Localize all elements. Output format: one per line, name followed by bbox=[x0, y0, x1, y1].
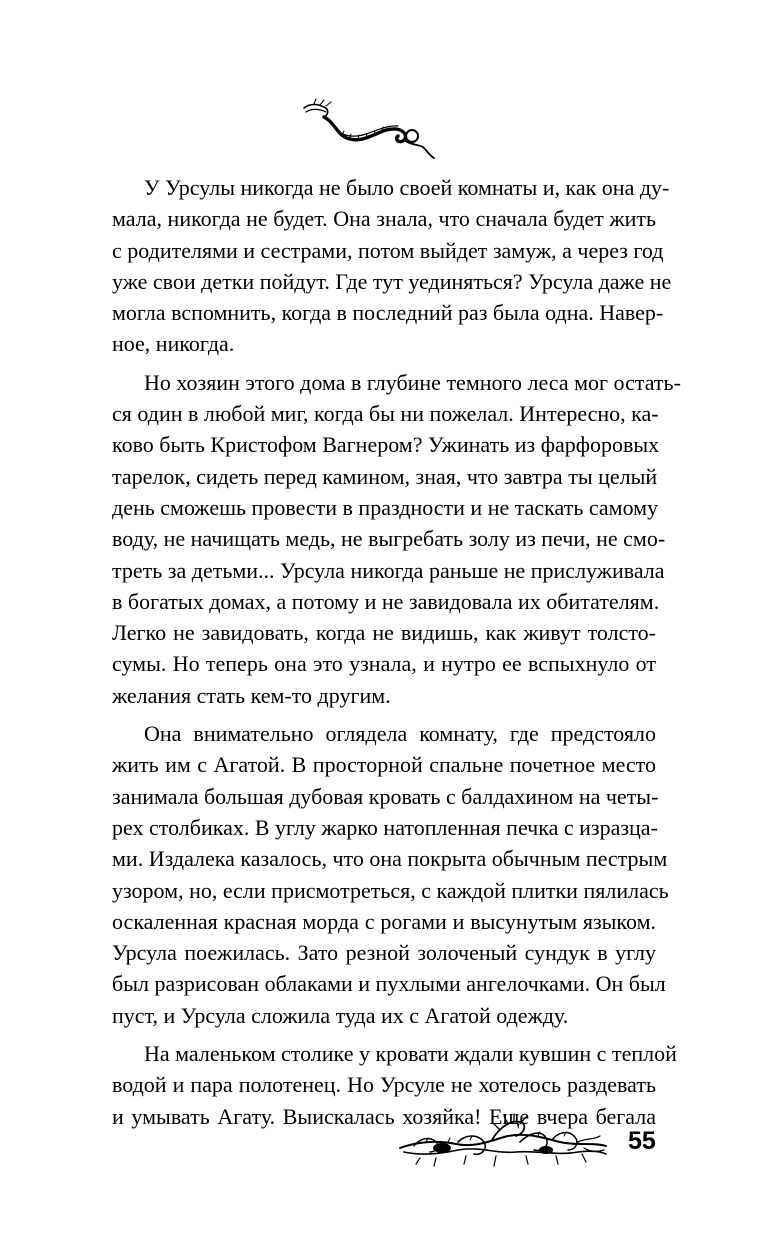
text-line: уже свои детки пойдут. Где тут уединяться? Урсула даже не bbox=[112, 268, 672, 294]
text-line: треть за детьми... Урсула никогда раньше не прислуживала bbox=[112, 557, 665, 583]
paragraph bbox=[112, 367, 681, 711]
text-line: жить им с Агатой. В просторной спальне почетное место bbox=[112, 752, 656, 778]
text-line: У Урсулы никогда не было своей комнаты и, как она ду- bbox=[144, 175, 670, 200]
text-line: сумы. Но теперь она это узнала, и нутро ее вспыхнуло от bbox=[112, 651, 656, 677]
dragon-ornament-icon bbox=[396, 1112, 610, 1174]
text-line: могла вспомнить, когда в последний раз была одна. Навер- bbox=[112, 300, 664, 326]
text-line: водой и пара полотенец. Но Урсуле не хотелось раздевать bbox=[112, 1072, 656, 1098]
text-line: узором, но, если присмотреться, с каждой плитки пялилась bbox=[112, 877, 669, 903]
text-line: Она внимательно оглядела комнату, где предстояло bbox=[144, 721, 656, 747]
text-line: с родителями и сестрами, потом выйдет замуж, а через год bbox=[112, 237, 664, 263]
text-line: занимала большая дубовая кровать с балдахином на четы- bbox=[112, 783, 659, 809]
text-line: желания стать кем-то другим. bbox=[112, 682, 391, 708]
paragraph bbox=[112, 718, 669, 1031]
text-line: ся один в любой миг, когда бы ни пожелал. Интересно, ка- bbox=[112, 401, 659, 427]
text-line: ми. Издалека казалось, что она покрыта обычным пестрым bbox=[112, 846, 668, 872]
serpent-ornament-icon bbox=[300, 98, 440, 160]
text-line: Урсула поежилась. Зато резной золоченый сундук в углу bbox=[112, 940, 656, 966]
page-number: 55 bbox=[628, 1127, 656, 1155]
text-line: Легко не завидовать, когда не видишь, как живут толсто- bbox=[112, 620, 656, 646]
text-line: день сможешь провести в праздности и не таскать самому bbox=[112, 494, 659, 520]
text-line: в богатых домах, а потому и не завидовала их обитателям. bbox=[112, 588, 660, 614]
text-line: тарелок, сидеть перед камином, зная, что завтра ты целый bbox=[112, 463, 658, 489]
text-line: был разрисован облаками и пухлыми ангелочками. Он был bbox=[112, 971, 666, 997]
text-line: Но хозяин этого дома в глубине темного леса мог остать- bbox=[144, 369, 681, 395]
text-line: рех столбиках. В углу жарко натопленная печка с изразца- bbox=[112, 814, 658, 840]
text-line: мала, никогда не будет. Она знала, что сначала будет жить bbox=[112, 206, 656, 232]
text-line: ково быть Кристофом Вагнером? Ужинать из фарфоровых bbox=[112, 432, 660, 458]
text-line: воду, не начищать медь, не выгребать золу из печи, не смо- bbox=[112, 526, 666, 552]
body-text bbox=[112, 172, 681, 1132]
text-line: и умывать Агату. Выискалась хозяйка! Еще вчера бегала bbox=[112, 1103, 656, 1129]
paragraph bbox=[112, 172, 672, 360]
text-line: ное, никогда. bbox=[112, 331, 235, 357]
text-line: На маленьком столике у кровати ждали кувшин с теплой bbox=[144, 1041, 677, 1067]
text-line: оскаленная красная морда с рогами и высунутым языком. bbox=[112, 908, 656, 934]
text-line: пуст, и Урсула сложила туда их с Агатой одежду. bbox=[112, 1002, 569, 1028]
